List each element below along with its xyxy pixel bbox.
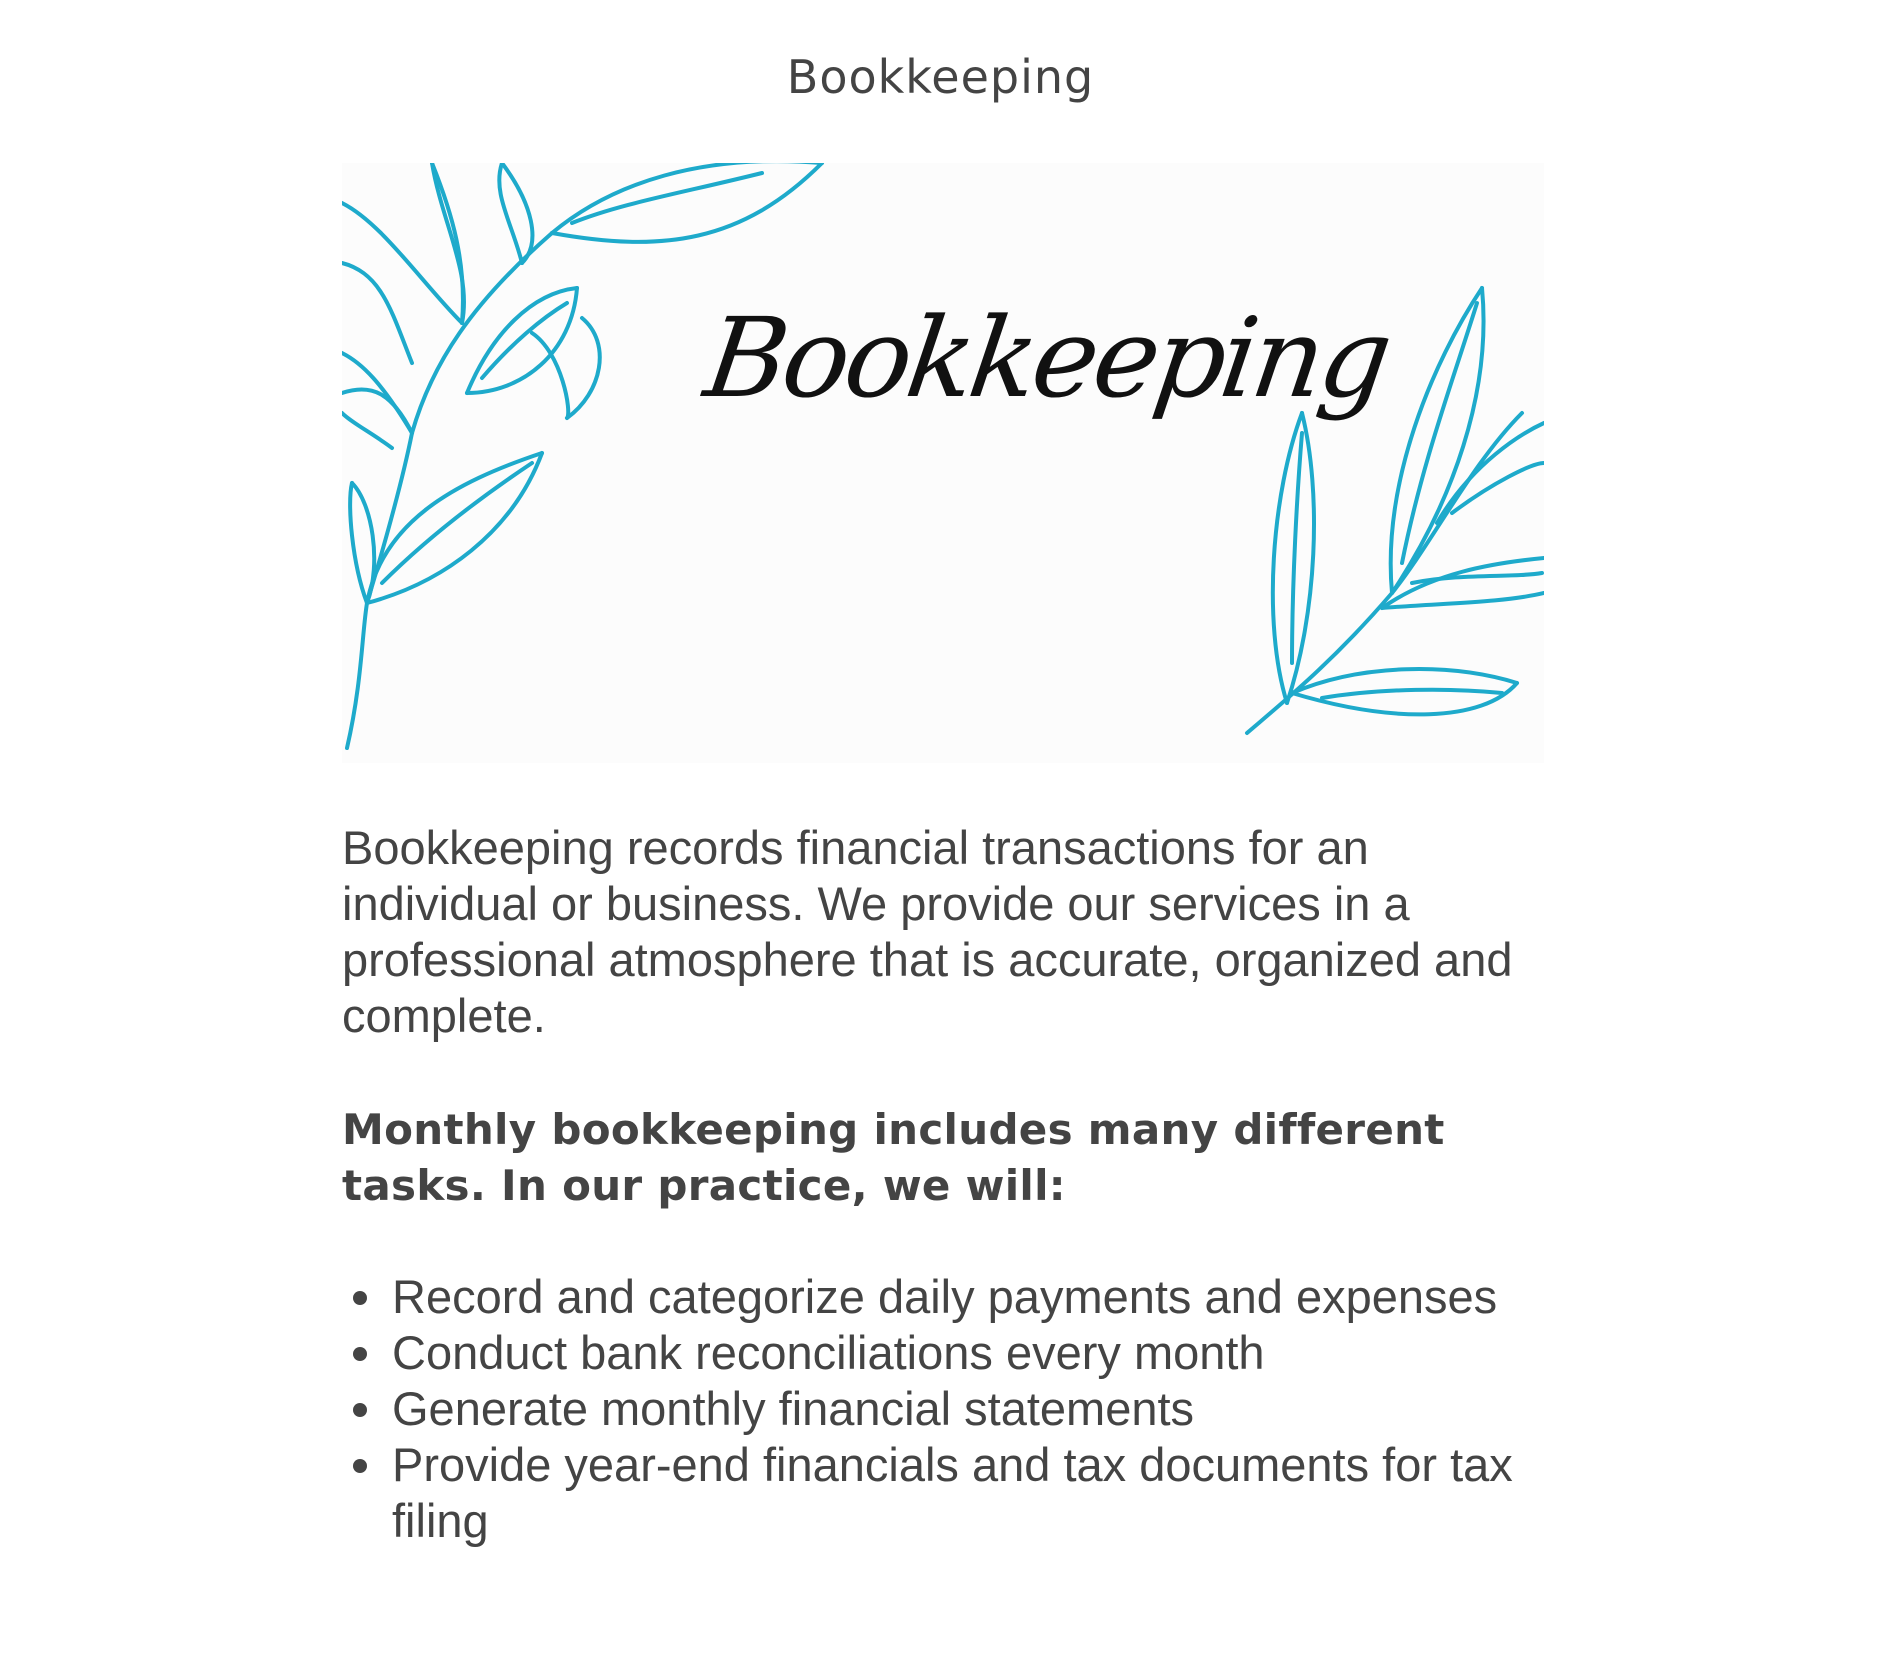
task-label: Record and categorize daily payments and expenses — [392, 1270, 1498, 1323]
page-title: Bookkeeping — [786, 50, 1095, 104]
list-item — [342, 1381, 1542, 1437]
bullet-icon — [353, 1347, 367, 1361]
bullet-icon — [353, 1291, 367, 1305]
task-list — [342, 1269, 1542, 1549]
hero-banner-image — [342, 163, 1544, 763]
leaf-branch-illustration — [342, 163, 1544, 763]
hero-script-title: Bookkeeping — [698, 294, 1396, 422]
main-content — [342, 820, 1542, 1549]
intro-paragraph: Bookkeeping records financial transactions for an individual or business. We provide our services in a professional atmosphere that is accurate, organized and complete. — [342, 821, 1513, 1042]
tasks-lead-text: Monthly bookkeeping includes many different tasks. In our practice, we will: — [342, 1105, 1445, 1210]
bullet-icon — [353, 1459, 367, 1473]
task-label: Generate monthly financial statements — [392, 1382, 1195, 1435]
list-item — [342, 1325, 1542, 1381]
list-item — [342, 1269, 1542, 1325]
task-label: Conduct bank reconciliations every month — [392, 1326, 1265, 1379]
task-label: Provide year-end financials and tax documents for tax filing — [392, 1438, 1513, 1547]
bullet-icon — [353, 1403, 367, 1417]
list-item — [342, 1437, 1542, 1549]
leaf-branch-left-icon — [342, 163, 822, 748]
